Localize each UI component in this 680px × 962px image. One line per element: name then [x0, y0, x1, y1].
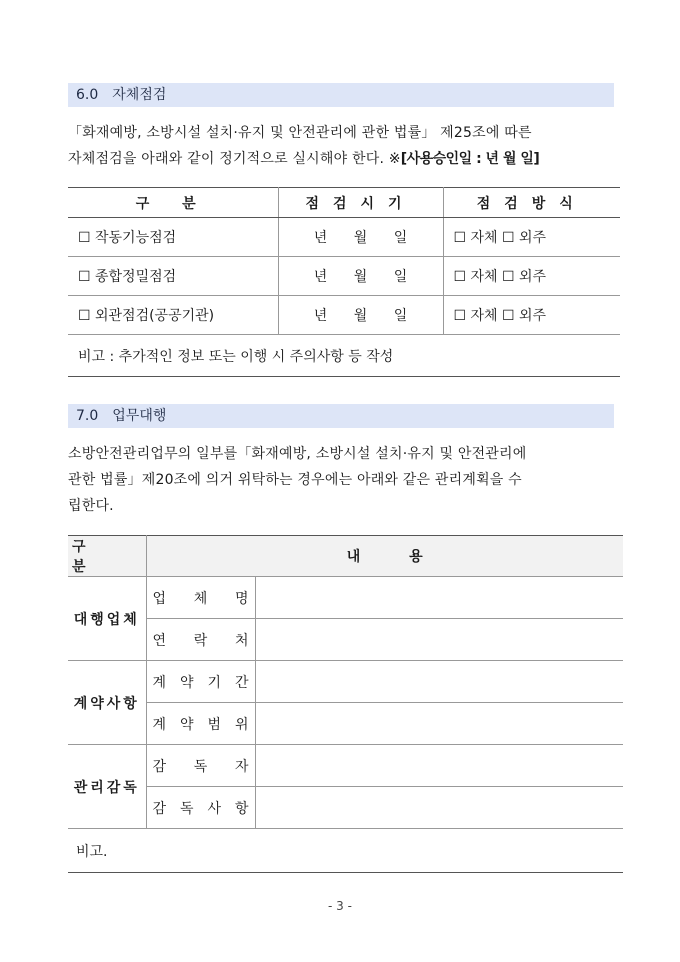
header-method: 점검방식 [443, 188, 620, 218]
section-6-para-line1: 「화재예방, 소방시설 설치·유지 및 안전관리에 관한 법률」 제25조에 따른 [68, 125, 532, 141]
inspection-type-cell[interactable]: ☐ 외관점검(공공기관) [68, 296, 278, 335]
value-supervision-items[interactable] [255, 787, 623, 829]
group-agency: 대행업체 [68, 577, 146, 661]
table-row [68, 703, 623, 745]
group-contract: 계약사항 [68, 661, 146, 745]
inspection-date-cell[interactable]: 년 월 일 [278, 257, 443, 296]
label-contact: 연 락 처 [146, 619, 255, 661]
inspection-type-cell[interactable]: ☐ 작동기능점검 [68, 218, 278, 257]
label-company-name: 업 체 명 [146, 577, 255, 619]
label-supervision-items: 감 독 사 항 [146, 787, 255, 829]
table-row [68, 577, 623, 619]
section-7-paragraph [68, 441, 616, 519]
table-note[interactable]: 비고. [68, 829, 623, 873]
section-6-para-line2-wrap [68, 146, 616, 172]
inspection-method-cell[interactable]: ☐ 자체 ☐ 외주 [443, 218, 620, 257]
value-contract-period[interactable] [255, 661, 623, 703]
inspection-date-cell[interactable]: 년 월 일 [278, 296, 443, 335]
outsourcing-table [68, 535, 623, 873]
table-note[interactable]: 비고 : 추가적인 정보 또는 이행 시 주의사항 등 작성 [68, 335, 620, 377]
table-row [68, 257, 620, 296]
section-6-title: 자체점검 [112, 87, 167, 103]
table-note-row [68, 335, 620, 377]
section-6-para-line2: 자체점검을 아래와 같이 정기적으로 실시해야 한다. ※ [68, 151, 401, 167]
header-category: 구 분 [68, 188, 278, 218]
inspection-method-cell[interactable]: ☐ 자체 ☐ 외주 [443, 296, 620, 335]
inspection-method-cell[interactable]: ☐ 자체 ☐ 외주 [443, 257, 620, 296]
section-7-para-line3: 립한다. [68, 498, 114, 514]
table-row [68, 745, 623, 787]
value-contact[interactable] [255, 619, 623, 661]
value-supervisor[interactable] [255, 745, 623, 787]
value-contract-scope[interactable] [255, 703, 623, 745]
table-row [68, 218, 620, 257]
table-row [68, 296, 620, 335]
section-7-para-line1: 소방안전관리업무의 일부를「화재예방, 소방시설 설치·유지 및 안전관리에 [68, 446, 527, 462]
label-contract-scope: 계 약 범 위 [146, 703, 255, 745]
label-supervisor: 감 독 자 [146, 745, 255, 787]
table-row [68, 661, 623, 703]
header-content: 내 용 [146, 536, 623, 577]
approval-date-note: [사용승인일 : 년 월 일] [400, 151, 540, 167]
table-note-row [68, 829, 623, 873]
table-row [68, 619, 623, 661]
page-number: - 3 - [328, 899, 352, 913]
value-company-name[interactable] [255, 577, 623, 619]
table-header-row [68, 188, 620, 218]
table-header-row [68, 536, 623, 577]
section-7-number: 7.0 [76, 408, 99, 424]
header-schedule: 점검시기 [278, 188, 443, 218]
group-supervision: 관리감독 [68, 745, 146, 829]
section-6-paragraph [68, 120, 616, 172]
label-contract-period: 계 약 기 간 [146, 661, 255, 703]
inspection-date-cell[interactable]: 년 월 일 [278, 218, 443, 257]
header-category: 구 분 [68, 536, 146, 577]
section-6-header [68, 83, 614, 107]
section-6-number: 6.0 [76, 87, 99, 103]
self-inspection-table [68, 187, 620, 377]
table-row [68, 787, 623, 829]
inspection-type-cell[interactable]: ☐ 종합정밀점검 [68, 257, 278, 296]
section-7-para-line2: 관한 법률」제20조에 의거 위탁하는 경우에는 아래와 같은 관리계획을 수 [68, 472, 522, 488]
section-7-title: 업무대행 [112, 408, 167, 424]
section-7-header [68, 404, 614, 428]
